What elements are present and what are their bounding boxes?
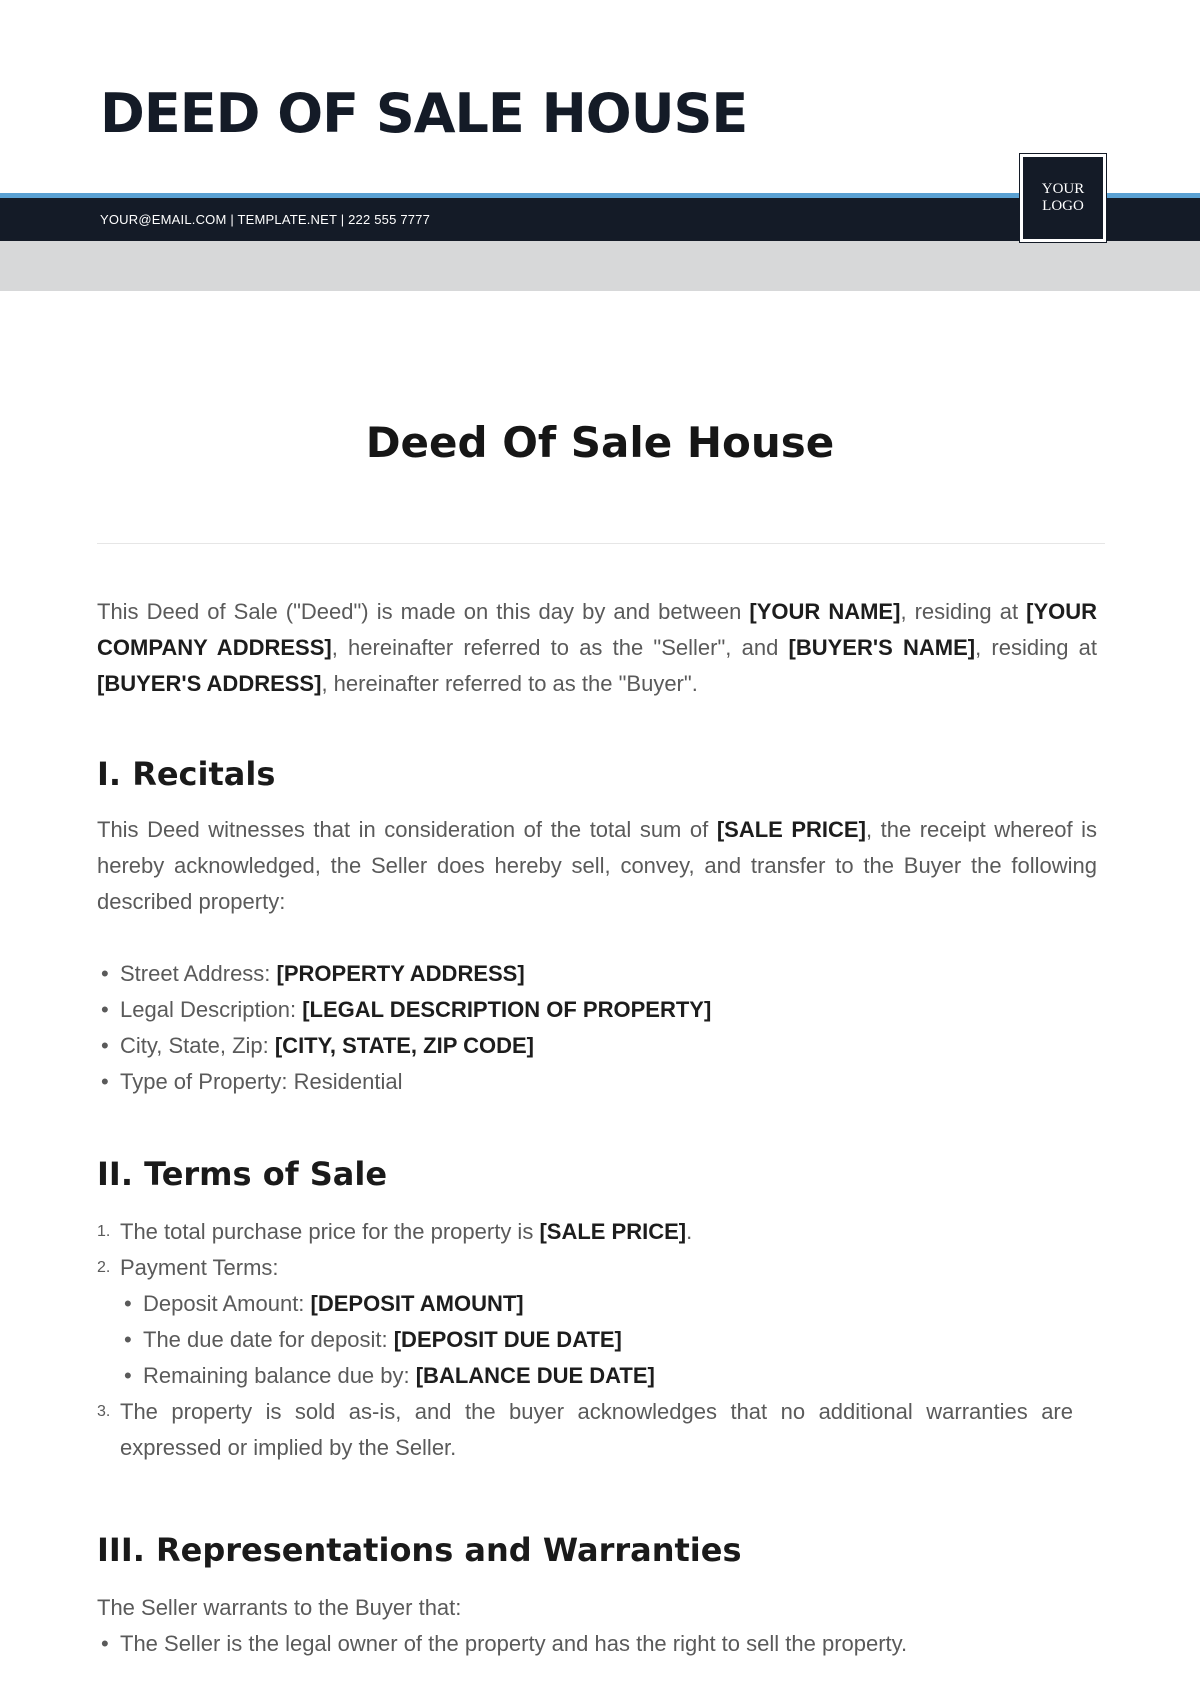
list-item: • Legal Description: [LEGAL DESCRIPTION OF PROPERTY] [97,992,1097,1028]
placeholder-buyer-address: [BUYER'S ADDRESS] [97,671,322,696]
logo-text-line2: LOGO [1042,198,1084,214]
document-title: Deed Of Sale House [365,418,835,467]
contact-info: YOUR@EMAIL.COM | TEMPLATE.NET | 222 555 7777 [100,212,431,227]
company-logo [1019,153,1107,243]
list-item: 1. The total purchase price for the property is [SALE PRICE]. [97,1214,1097,1250]
list-item: • The due date for deposit: [DEPOSIT DUE DATE] [120,1322,1097,1358]
header-title: DEED OF SALE HOUSE [100,82,748,145]
list-number: 1. [97,1223,111,1240]
list-number: 3. [97,1403,111,1420]
list-item: 2. Payment Terms: • Deposit Amount: [DEPOSIT AMOUNT] • The due date for deposit: [DEPOSIT DUE DATE] • Remaining balance due by: [BALANCE DUE DATE] [97,1250,1097,1394]
list-item: 3. The property is sold as-is, and the buyer acknowledges that no additional warranties are expressed or implied by the Seller. [97,1394,1097,1466]
placeholder-sale-price: [SALE PRICE] [716,817,866,842]
terms-list [97,1214,1097,1466]
placeholder-company-address: [YOUR COMPANY ADDRESS] [97,599,1098,660]
list-item: • Deposit Amount: [DEPOSIT AMOUNT] [120,1286,1097,1322]
property-details-list [97,956,1097,1100]
document-body [97,594,1097,1662]
section-heading-terms: II. Terms of Sale [97,1155,388,1193]
placeholder-your-name: [YOUR NAME] [749,599,901,624]
section-heading-recitals: I. Recitals [97,755,276,793]
list-item: • The Seller is the legal owner of the property and has the right to sell the property. [97,1626,1097,1662]
logo-text-line1: YOUR [1041,181,1085,197]
title-divider [97,543,1105,544]
list-item: • Type of Property: Residential [97,1064,1097,1100]
warranties-list [97,1626,1097,1662]
section-heading-warranties: III. Representations and Warranties [97,1531,742,1569]
recitals-paragraph: This Deed witnesses that in consideration of the total sum of [SALE PRICE], the receipt whereof is hereby acknowledged, the Seller does hereby sell, convey, and transfer to the Buyer the following described property: [97,817,1097,914]
header-grey-band [0,241,1200,291]
payment-terms-list [120,1286,1097,1394]
placeholder-buyer-name: [BUYER'S NAME] [788,635,976,660]
list-item: • Street Address: [PROPERTY ADDRESS] [97,956,1097,992]
warranties-paragraph: The Seller warrants to the Buyer that: [97,1595,462,1620]
list-item: • Remaining balance due by: [BALANCE DUE DATE] [120,1358,1097,1394]
logo-mark [1023,157,1103,239]
list-item: • City, State, Zip: [CITY, STATE, ZIP CODE] [97,1028,1097,1064]
list-number: 2. [97,1259,111,1276]
intro-paragraph: This Deed of Sale ("Deed") is made on this day by and between [YOUR NAME], residing at [YOUR COMPANY ADDRESS], hereinafter referred to as the "Seller", and [BUYER'S NAME], residing at [BUYER'S ADDRESS], hereinafter referred to as the "Buyer". [97,599,1098,696]
